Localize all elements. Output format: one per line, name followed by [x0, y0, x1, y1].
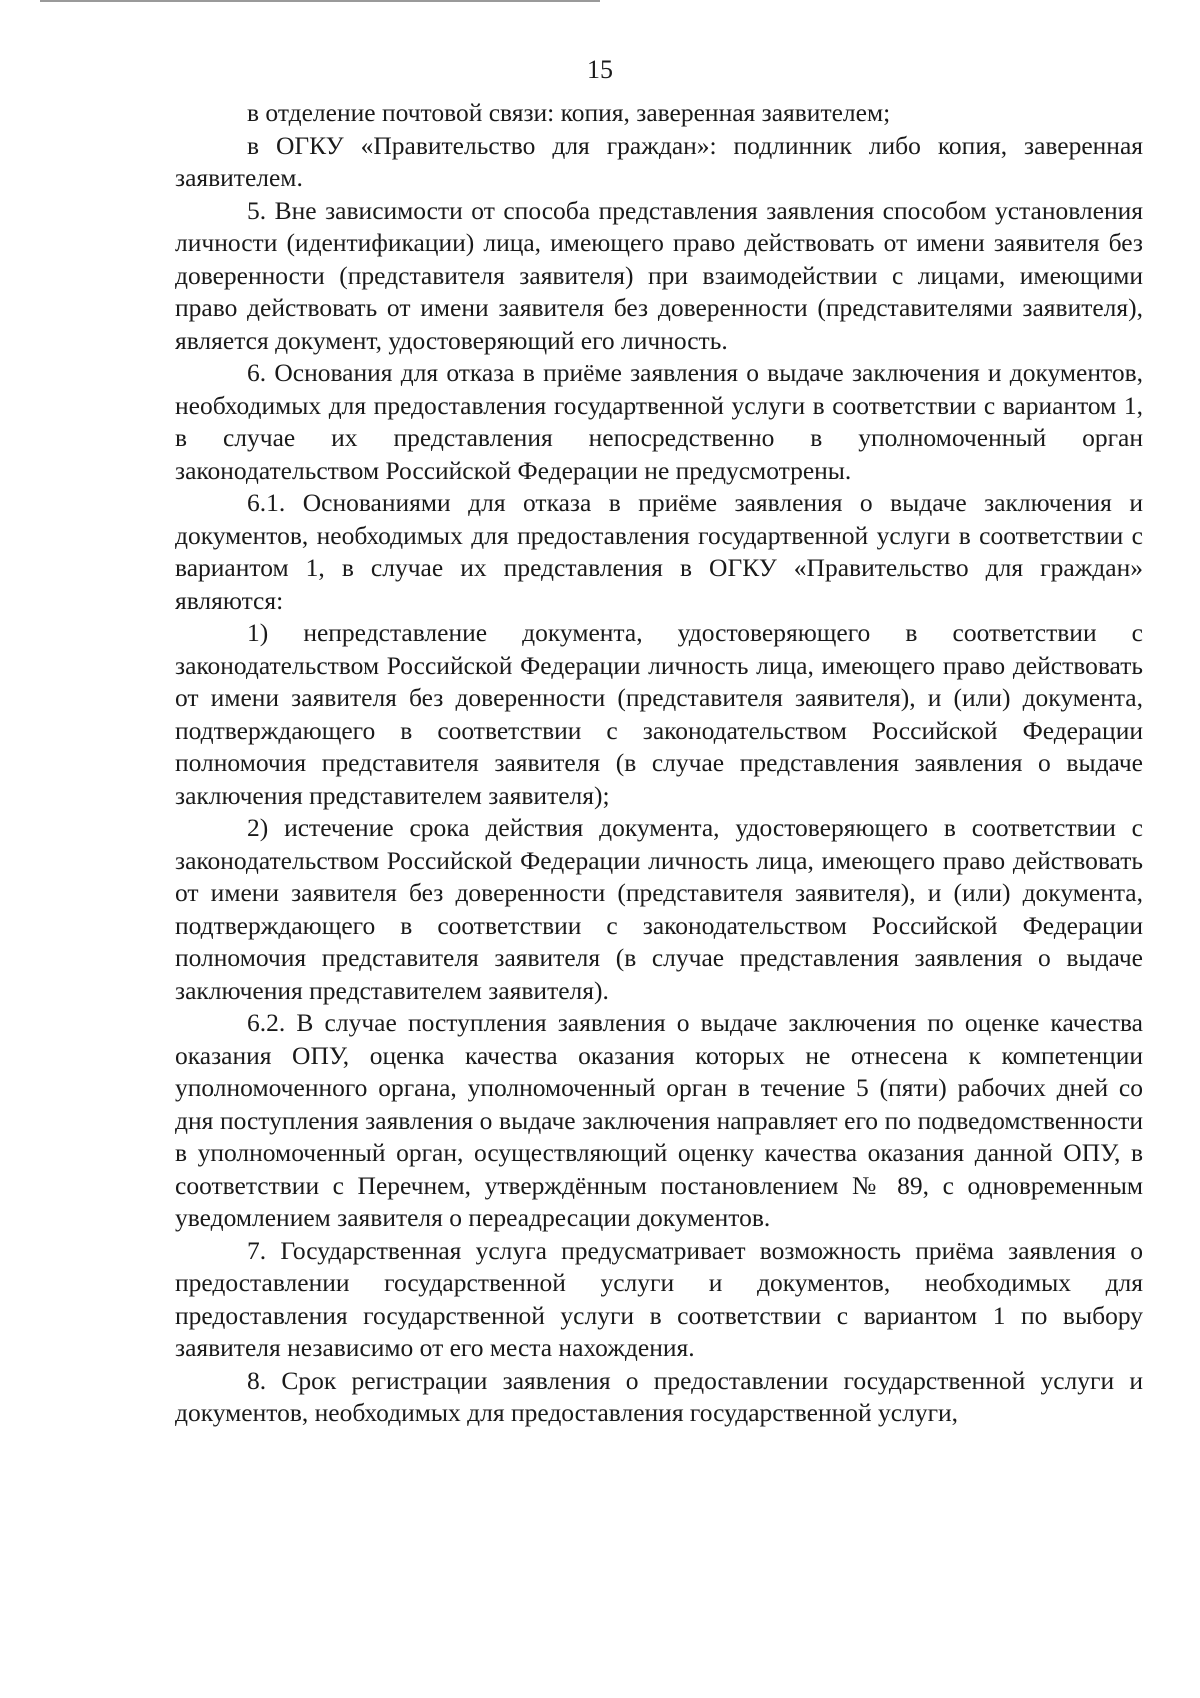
paragraph-subitem-1: 1) непредставление документа, удостоверяющего в соответствии с законодательством Российской Федерации личность лица, имеющего право действовать от имени заявителя без доверенности (представителя заявителя), и (или) документа, подтверждающего в соответствии с законодательством Российской Федерации полномочия представителя заявителя (в случае представления заявления о выдаче заключения представителем заявителя); [175, 618, 1143, 810]
paragraph-item-6-2: 6.2. В случае поступления заявления о выдаче заключения по оценке качества оказания ОПУ, оценка качества оказания которых не отнесена к компетенции уполномоченного органа, уполномоченный орган в течение 5 (пяти) рабочих дней со дня поступления заявления о выдаче заключения направляет его по подведомственности в уполномоченный орган, осуществляющий оценку качества оказания данной ОПУ, в соответствии с Перечнем, утверждённым постановлением № 89, с одновременным уведомлением заявителя о переадресации документов. [175, 1008, 1143, 1232]
page-number: 15 [587, 55, 613, 84]
paragraph-ogku-original: в ОГКУ «Правительство для граждан»: подлинник либо копия, заверенная заявителем. [175, 130, 1143, 192]
paragraph-item-5: 5. Вне зависимости от способа представления заявления способом установления личности (идентификации) лица, имеющего право действовать от имени заявителя без доверенности (представителя заявителя) при взаимодействии с лицами, имеющими право действовать от имени заявителя без доверенности (представителями заявителя), является документ, удостоверяющий его личность. [175, 195, 1143, 355]
document-body [175, 97, 1143, 1430]
top-edge-line [40, 0, 600, 2]
paragraph-item-8: 8. Срок регистрации заявления о предоставлении государственной услуги и документов, необходимых для предоставления государственной услуги, [175, 1365, 1143, 1427]
paragraph-subitem-2: 2) истечение срока действия документа, удостоверяющего в соответствии с законодательством Российской Федерации личность лица, имеющего право действовать от имени заявителя без доверенности (представителя заявителя), и (или) документа, подтверждающего в соответствии с законодательством Российской Федерации полномочия представителя заявителя (в случае представления заявления о выдаче заключения представителем заявителя). [175, 813, 1143, 1005]
paragraph-item-7: 7. Государственная услуга предусматривает возможность приёма заявления о предоставлении государственной услуги и документов, необходимых для предоставления государственной услуги в соответствии с вариантом 1 по выбору заявителя независимо от его места нахождения. [175, 1235, 1143, 1362]
paragraph-item-6: 6. Основания для отказа в приёме заявления о выдаче заключения и документов, необходимых для предоставления государтвенной услуги в соответствии с вариантом 1, в случае их представления непосредственно в уполномоченный орган законодательством Российской Федерации не предусмотрены. [175, 358, 1143, 485]
paragraph-postal-copy: в отделение почтовой связи: копия, заверенная заявителем; [247, 98, 891, 127]
paragraph-item-6-1: 6.1. Основаниями для отказа в приёме заявления о выдаче заключения и документов, необходимых для предоставления государтвенной услуги в соответствии с вариантом 1, в случае их представления в ОГКУ «Правительство для граждан» являются: [175, 488, 1143, 615]
